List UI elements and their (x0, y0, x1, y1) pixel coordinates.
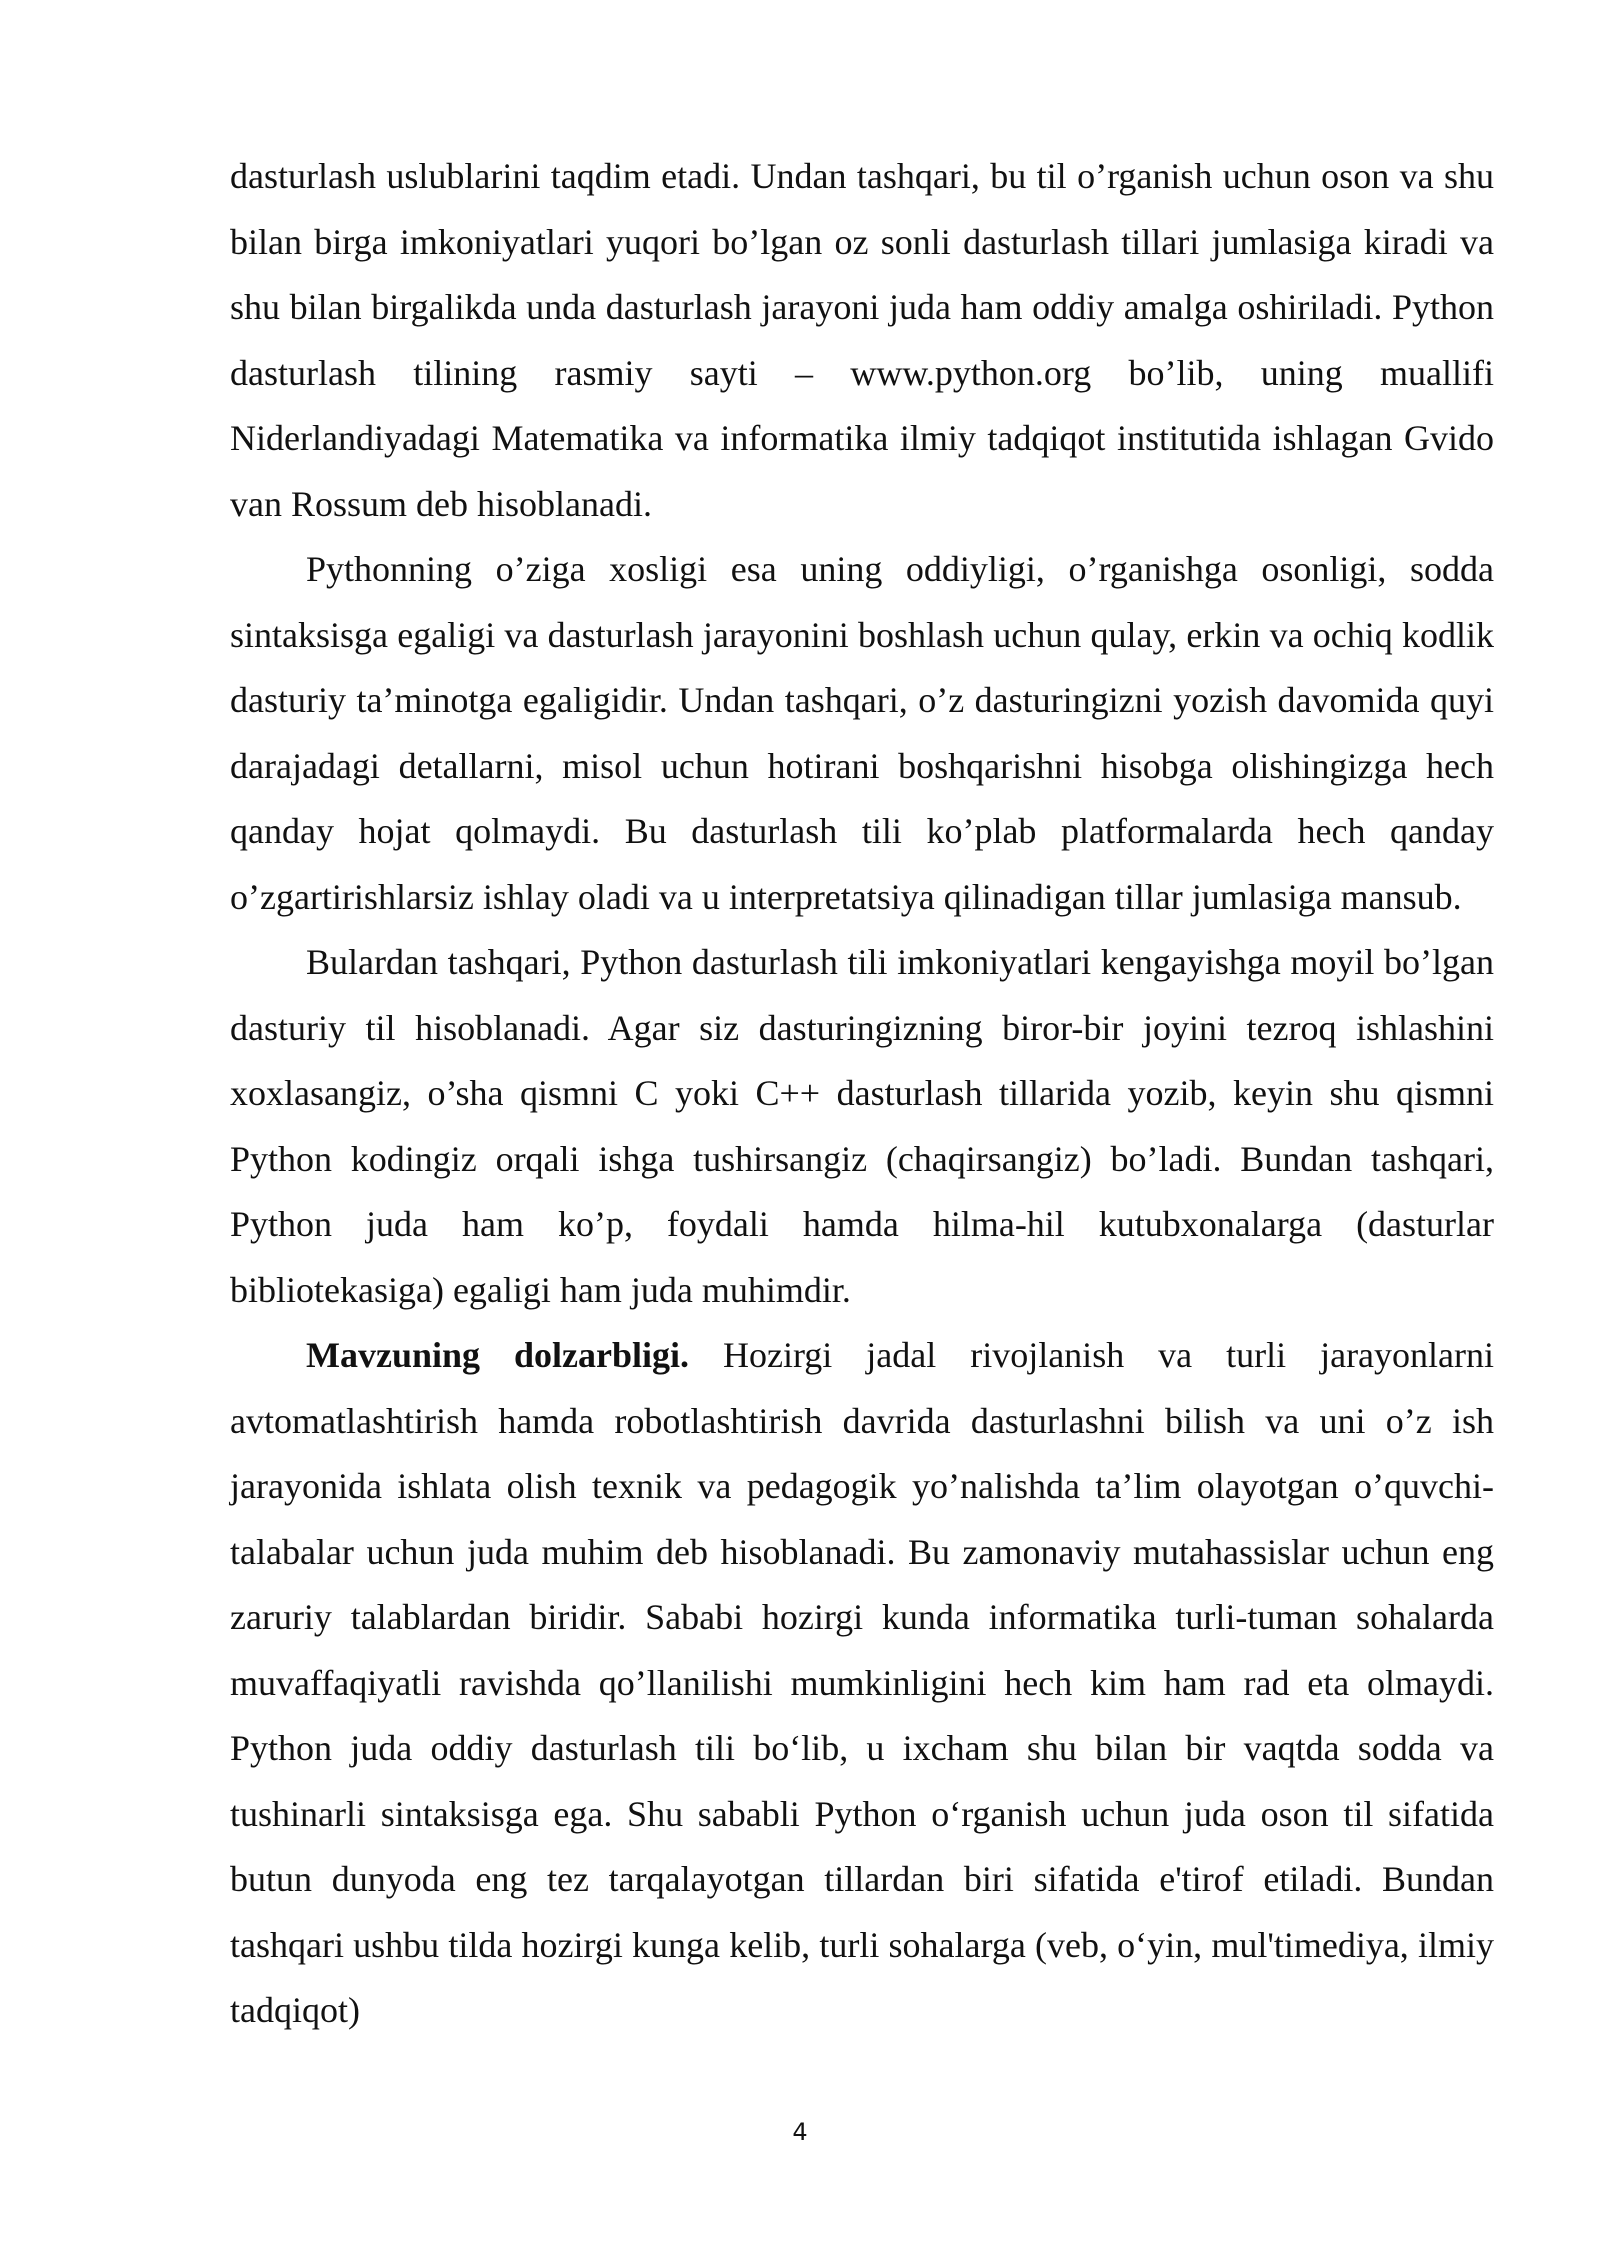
page-number: 4 (792, 2118, 808, 2146)
paragraph-1-text: dasturlash uslublarini taqdim etadi. Undan tashqari, bu til o’rganish uchun oson va shu bilan birga imkoniyatlari yuqori bo’lgan oz sonli dasturlash tillari jumlasiga kiradi va shu bilan birgalikda unda dasturlash jarayoni juda ham oddiy amalga oshiriladi. Python dasturlash tilining rasmiy sayti – www.python.org bo’lib, uning muallifi Niderlandiyadagi Matematika va informatika ilmiy tadqiqot institutida ishlagan Gvido van Rossum deb hisoblanadi. (230, 156, 1494, 524)
paragraph-2 (230, 537, 1494, 930)
paragraph-4-text: Hozirgi jadal rivojlanish va turli jarayonlarni avtomatlashtirish hamda robotlashtirish davrida dasturlashni bilish va uni o’z ish jarayonida ishlata olish texnik va pedagogik yo’nalishda ta’lim olayotgan o’quvchi-talabalar uchun juda muhim deb hisoblanadi. Bu zamonaviy mutahassislar uchun eng zaruriy talablardan biridir. Sababi hozirgi kunda informatika turli-tuman sohalarda muvaffaqiyatli ravishda qo’llanilishi mumkinligini hech kim ham rad eta olmaydi. Python juda oddiy dasturlash tili bo‘lib, u ixcham shu bilan bir vaqtda sodda va tushinarli sintaksisga ega. Shu sababli Python o‘rganish uchun juda oson til sifatida butun dunyoda eng tez tarqalayotgan tillardan biri sifatida e'tirof etiladi. Bundan tashqari ushbu tilda hozirgi kunga kelib, turli sohalarga (veb, o‘yin, mul'timediya, ilmiy tadqiqot) (230, 1335, 1495, 2030)
paragraph-4 (230, 1323, 1494, 2044)
paragraph-2-text: Pythonning o’ziga xosligi esa uning oddiyligi, o’rganishga osonligi, sodda sintaksisga egaligi va dasturlash jarayonini boshlash uchun qulay, erkin va ochiq kodlik dasturiy ta’minotga egaligidir. Undan tashqari, o’z dasturingizni yozish davomida quyi darajadagi detallarni, misol uchun hotirani boshqarishni hisobga olishingizga hech qanday hojat qolmaydi. Bu dasturlash tili ko’plab platformalarda hech qanday o’zgartirishlarsiz ishlay oladi va u interpretatsiya qilinadigan tillar jumlasiga mansub. (230, 549, 1494, 917)
section-heading-relevance: Mavzuning dolzarbligi. (306, 1335, 690, 1375)
paragraph-1 (230, 144, 1494, 537)
paragraph-3 (230, 930, 1494, 1323)
body-text (230, 144, 1494, 2044)
paragraph-3-text: Bulardan tashqari, Python dasturlash tili imkoniyatlari kengayishga moyil bo’lgan dasturiy til hisoblanadi. Agar siz dasturingizning biror-bir joyini tezroq ishlashini xoxlasangiz, o’sha qismni C yoki C++ dasturlash tillarida yozib, keyin shu qismni Python kodingiz orqali ishga tushirsangiz (chaqirsangiz) bo’ladi. Bundan tashqari, Python juda ham ko’p, foydali hamda hilma-hil kutubxonalarga (dasturlar bibliotekasiga) egaligi ham juda muhimdir. (230, 942, 1494, 1310)
